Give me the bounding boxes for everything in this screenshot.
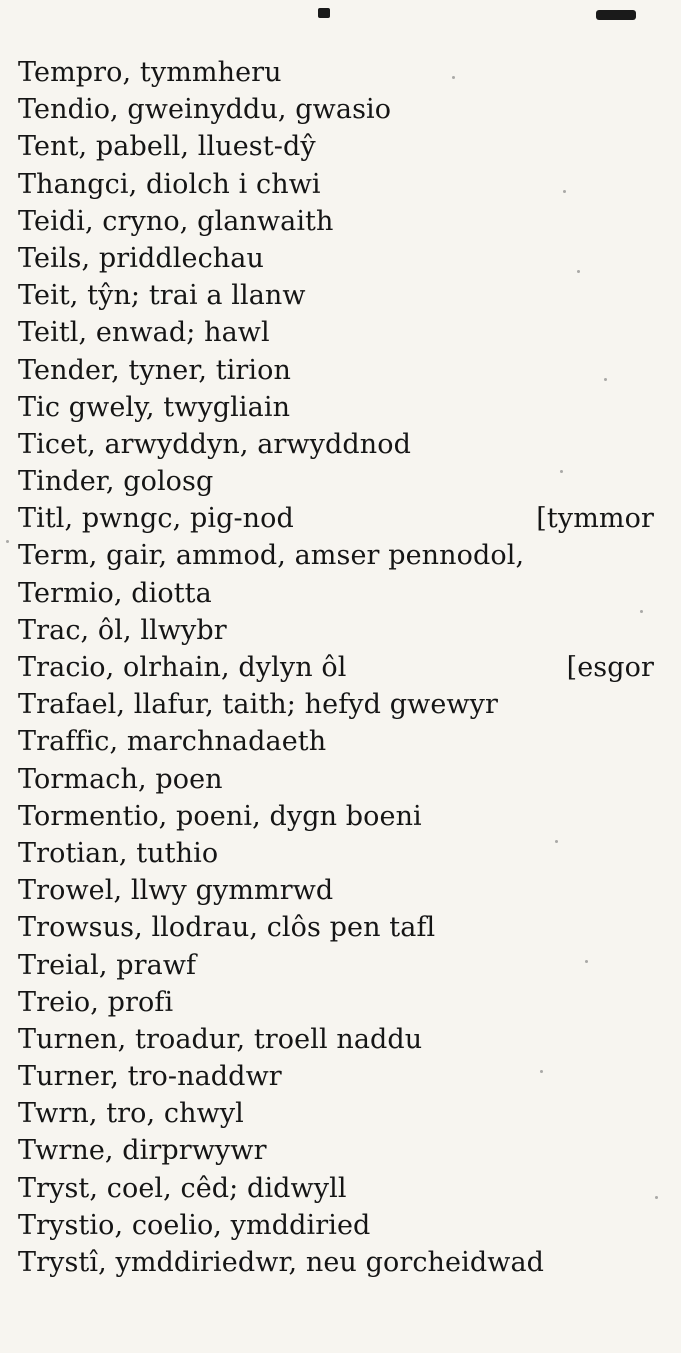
list-item: Trystî, ymddiriedwr, neu gorcheidwad	[18, 1247, 545, 1278]
paper-speck	[555, 840, 558, 843]
entry-list	[18, 54, 668, 1281]
list-item: Trafael, llafur, taith; hefyd gwewyr	[18, 689, 498, 721]
list-item: Titl, pwngc, pig-nod [tymmor	[18, 500, 668, 537]
list-item: Turnen, troadur, troell naddu	[18, 1023, 423, 1055]
list-item: Tracio, olrhain, dylyn ôl [esgor	[18, 649, 668, 686]
paper-speck	[452, 76, 455, 79]
list-item: Tempro, tymmheru	[18, 57, 282, 88]
paper-speck	[563, 190, 566, 193]
list-item: Trowsus, llodrau, clôs pen tafl	[18, 912, 436, 944]
list-item: Teitl, enwad; hawl	[18, 317, 270, 349]
list-item: Teidi, cryno, glanwaith	[18, 205, 334, 237]
list-item: Teils, priddlechau	[18, 242, 264, 274]
list-item: Tender, tyner, tirion	[18, 354, 291, 386]
paper-speck	[540, 1070, 543, 1073]
paper-speck	[604, 378, 607, 381]
list-item: Term, gair, ammod, amser pennodol,	[18, 540, 525, 572]
list-item: Termio, diotta	[18, 577, 212, 609]
list-item: Turner, tro-naddwr	[18, 1061, 282, 1093]
list-item: Traffic, marchnadaeth	[18, 726, 327, 758]
entry-continuation: [esgor	[566, 652, 654, 683]
list-item: Tinder, golosg	[18, 466, 214, 498]
list-item: Trowel, llwy gymmrwd	[18, 875, 334, 907]
paper-speck	[560, 470, 563, 473]
list-item: Twrne, dirprwywr	[18, 1135, 267, 1167]
list-item: Tic gwely, twygliain	[18, 391, 291, 423]
list-item: Tormach, poen	[18, 763, 223, 795]
list-item: Trystio, coelio, ymddiried	[18, 1209, 371, 1241]
list-item: Twrn, tro, chwyl	[18, 1098, 244, 1130]
entry-continuation: [tymmor	[536, 503, 654, 535]
paper-speck	[640, 610, 643, 613]
paper-speck	[577, 270, 580, 273]
list-item: Ticet, arwyddyn, arwyddnod	[18, 428, 411, 460]
list-item: Tormentio, poeni, dygn boeni	[18, 800, 422, 832]
list-item: Teit, tŷn; trai a llanw	[18, 280, 306, 312]
paper-speck	[655, 1196, 658, 1199]
list-item: Trac, ôl, llwybr	[18, 614, 227, 646]
paper-speck	[6, 540, 9, 543]
page-header-mark-left	[318, 8, 330, 18]
list-item: Treio, profi	[18, 986, 174, 1018]
page-header-mark-right	[596, 10, 636, 20]
paper-speck	[585, 960, 588, 963]
list-item: Tryst, coel, cêd; didwyll	[18, 1172, 347, 1204]
list-item: Thangci, diolch i chwi	[18, 168, 321, 200]
list-item: Tent, pabell, lluest-dŷ	[18, 131, 316, 163]
list-item: Trotian, tuthio	[18, 837, 219, 869]
list-item: Tendio, gweinyddu, gwasio	[18, 94, 392, 126]
list-item: Treial, prawf	[18, 949, 197, 981]
